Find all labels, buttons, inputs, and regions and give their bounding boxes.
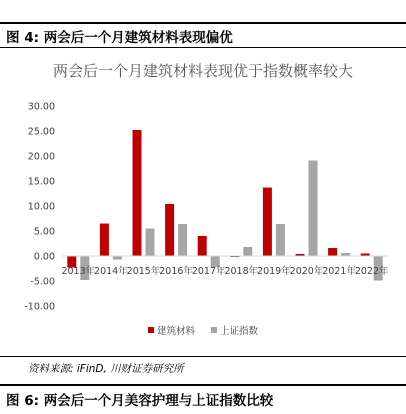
x-tick-label: 2017年 — [191, 266, 226, 277]
bar-series-2 — [243, 247, 252, 256]
bar-series-1 — [133, 130, 142, 256]
x-tick-label: 2020年 — [289, 266, 324, 277]
y-tick-label: 0.00 — [33, 251, 55, 263]
y-tick-label: 20.00 — [27, 151, 55, 163]
y-tick-label: 15.00 — [27, 176, 55, 188]
bar-series-2 — [178, 224, 187, 256]
y-tick-label: -5.00 — [30, 276, 55, 288]
legend-swatch-series-1 — [148, 327, 154, 333]
bar-series-1 — [100, 224, 109, 257]
bar-chart — [0, 90, 406, 320]
figure-header — [0, 22, 406, 48]
bar-series-1 — [165, 204, 174, 256]
legend-swatch-series-2 — [211, 327, 217, 333]
x-tick-label: 2022年 — [354, 266, 389, 277]
next-figure-header-title: 图 6: 两会后一个月美容护理与上证指数比较 — [6, 393, 274, 409]
x-tick-label: 2018年 — [224, 266, 259, 277]
bar-series-2 — [113, 256, 122, 260]
x-tick-label: 2021年 — [322, 266, 356, 277]
x-tick-label: 2014年 — [94, 266, 128, 277]
x-tick-label: 2013年 — [61, 266, 96, 277]
y-tick-label: 25.00 — [27, 126, 55, 138]
x-tick-label: 2016年 — [159, 266, 193, 277]
figure-header-title: 图 4: 两会后一个月建筑材料表现偏优 — [6, 29, 233, 46]
y-tick-label: -10.00 — [24, 301, 55, 313]
y-tick-label: 30.00 — [27, 101, 55, 113]
x-tick-label: 2015年 — [126, 266, 161, 277]
next-figure-header — [0, 384, 406, 412]
bar-series-1 — [263, 188, 272, 257]
legend-item-series-2 — [211, 323, 258, 337]
x-tick-label: 2019年 — [257, 266, 291, 277]
y-tick-label: 5.00 — [33, 226, 55, 238]
source-note: 资料来源: iFinD, 川财证券研究所 — [0, 356, 406, 380]
bar-series-2 — [276, 224, 285, 256]
legend-label-series-1: 建筑材料 — [156, 326, 195, 337]
legend-item-series-1 — [148, 323, 195, 337]
chart-title: 两会后一个月建筑材料表现优于指数概率较大 — [52, 62, 353, 80]
bar-series-1 — [198, 236, 207, 256]
bar-series-2 — [309, 161, 318, 257]
chart-legend — [0, 323, 406, 337]
bar-series-1 — [328, 248, 337, 256]
legend-label-series-2: 上证指数 — [220, 326, 259, 337]
y-tick-label: 10.00 — [27, 201, 55, 213]
bar-series-2 — [146, 229, 155, 257]
